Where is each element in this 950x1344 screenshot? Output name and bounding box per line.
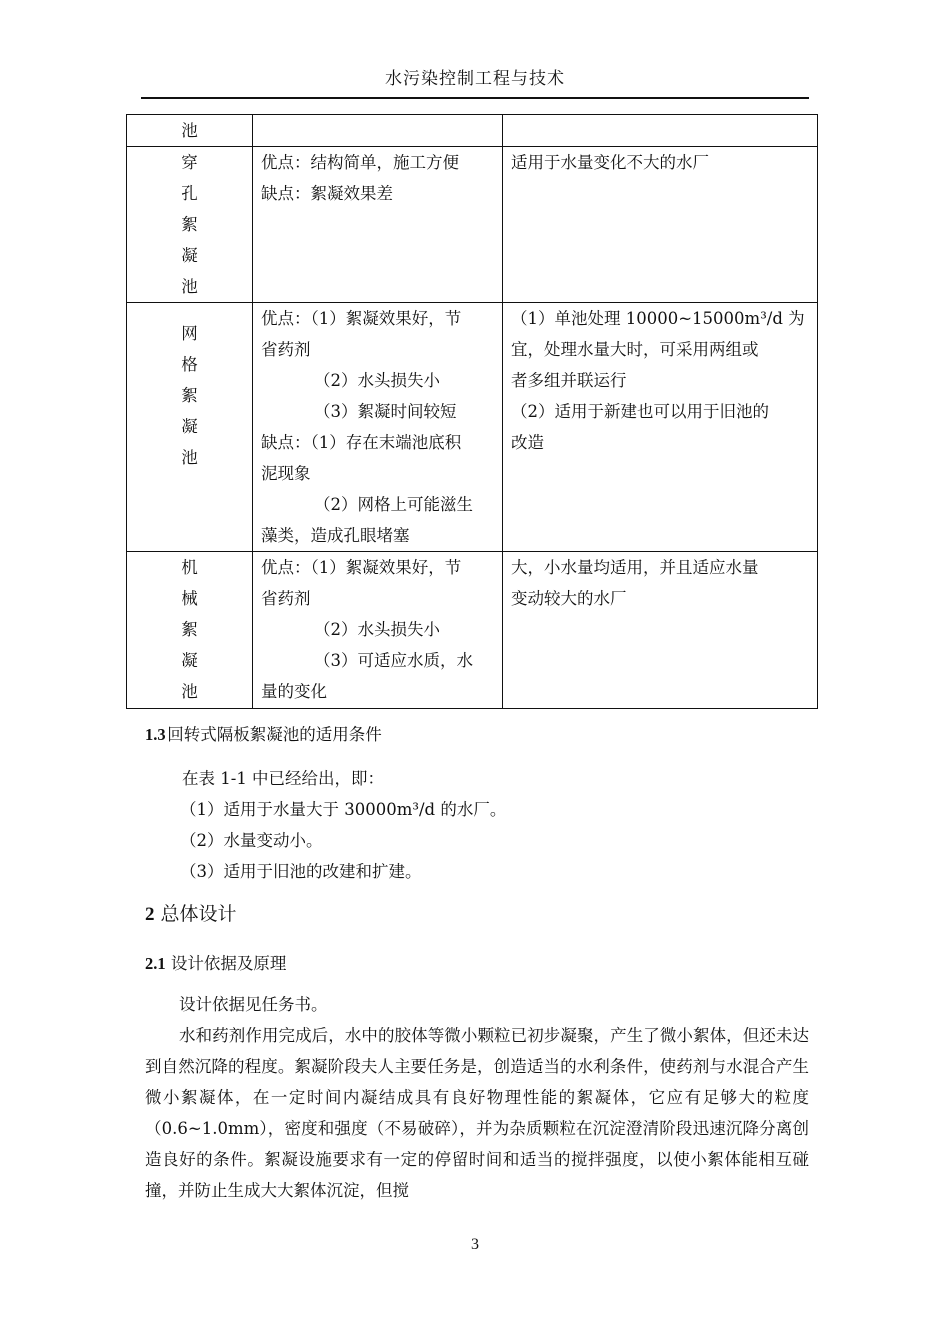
applicability-cell: 适用于水量变化不大的水厂 <box>503 147 818 303</box>
list-item: （3）适用于旧池的改建和扩建。 <box>180 862 422 881</box>
applicability-cell: （1）单池处理 10000~15000m³/d 为 宜，处理水量大时，可采用两组或 者多组并联运行 （2）适用于新建也可以用于旧池的 改造 <box>503 303 818 552</box>
header-rule <box>141 97 809 99</box>
advantages-cell: 优点：结构简单，施工方便 缺点：絮凝效果差 <box>253 147 503 303</box>
page-header-title: 水污染控制工程与技术 <box>385 69 565 89</box>
table-row <box>127 115 818 147</box>
list-item: （2）水量变动小。 <box>180 831 323 850</box>
list-intro: 在表 1-1 中已经给出，即： <box>182 769 385 788</box>
list-item: （1）适用于水量大于 30000m³/d 的水厂。 <box>180 800 507 819</box>
tank-name-cell: 穿 孔 絮 凝 池 <box>127 147 253 303</box>
flocculation-table <box>126 114 818 709</box>
table-row <box>127 552 818 709</box>
tank-name-cell: 池 <box>127 115 253 147</box>
section-heading-2-1: 2.1 设计依据及原理 <box>145 954 287 973</box>
tank-name-cell: 网 格 絮 凝 池 <box>127 303 253 552</box>
table-row <box>127 147 818 303</box>
advantages-cell: 优点：（1）絮凝效果好，节 省药剂 （2）水头损失小 （3）絮凝时间较短 缺点：（1）存在末端池底积 泥现象 （2）网格上可能滋生 藻类，造成孔眼堵塞 <box>253 303 503 552</box>
applicability-cell: 大，小水量均适用，并且适应水量 变动较大的水厂 <box>503 552 818 709</box>
applicability-cell <box>503 115 818 147</box>
advantages-cell <box>253 115 503 147</box>
paragraph: 设计依据见任务书。 <box>179 995 328 1014</box>
section-heading-1-3: 1.3 回转式隔板絮凝池的适用条件 <box>145 725 382 744</box>
page-number: 3 <box>471 1236 479 1253</box>
section-heading-2: 2 总体设计 <box>145 903 237 925</box>
paragraph: 水和药剂作用完成后，水中的胶体等微小颗粒已初步凝聚，产生了微小絮体，但还未达到自然沉降的程度。絮凝阶段夫人主要任务是，创造适当的水利条件，使药剂与水混合产生微小絮凝体，在一定时间内凝结成具有良好物理性能的絮凝体，它应有足够大的粒度（0.6~1.0mm），密度和强度（不易破碎），并为杂质颗粒在沉淀澄清阶段迅速沉降分离创造良好的条件。絮凝设施要求有一定的停留时间和适当的搅拌强度，以使小絮体能相互碰撞，并防止生成大大絮体沉淀，但搅 <box>145 1026 809 1200</box>
table-row <box>127 303 818 552</box>
tank-name-cell: 机 械 絮 凝 池 <box>127 552 253 709</box>
advantages-cell: 优点：（1）絮凝效果好，节 省药剂 （2）水头损失小 （3）可适应水质，水 量的变化 <box>253 552 503 709</box>
